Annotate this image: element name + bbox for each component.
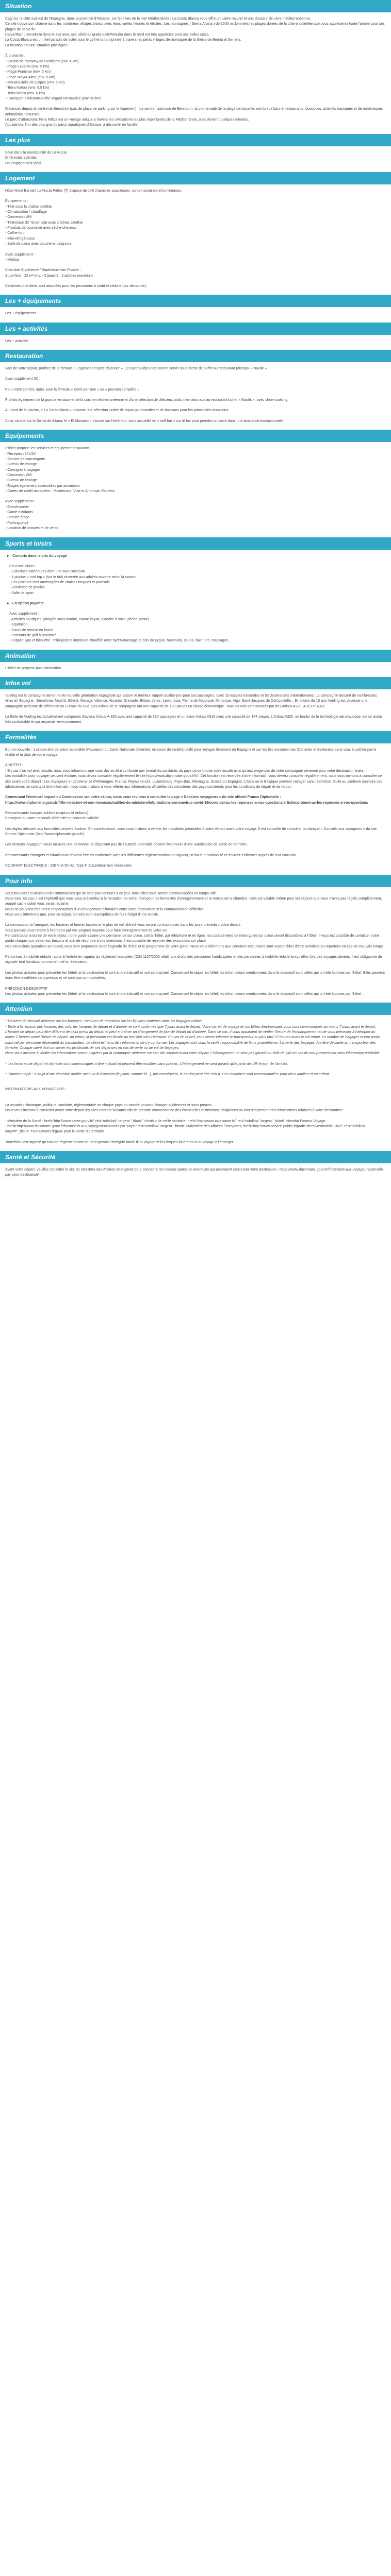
text-line: - Place Mayor Altea (env. 5 km) (5, 75, 56, 79)
text-line: Chambre Supérieure / Supérieure vue Piscine : (5, 268, 81, 273)
section-pour-info (0, 875, 391, 1003)
section-body (0, 184, 391, 295)
section-header: Infos vol (0, 677, 391, 689)
text-line: - Réception 24h/24 (5, 452, 36, 456)
text-line: L'hôtel propose les services et équipements suivants : (5, 447, 92, 451)
section-header: Animation (0, 650, 391, 662)
text-line: À proximité : (5, 54, 25, 58)
spacer (5, 559, 386, 564)
text-line: Distances depuis le centre de Benidorm (pas de place de parking sur le logement) : Le centre historique de Benidorm, la promenade de la plage de Levante, nombreux bars et restaurants, boutiques, activités nautiques et de nombreuses animations nocturnes. (5, 107, 384, 116)
spacer (5, 1093, 386, 1098)
text-line: PRÉCISION DESCRIPTIF (5, 987, 48, 991)
text-line: - Étages également accessibles par ascenseur (5, 484, 80, 488)
section-body (0, 12, 391, 134)
section-header: Les + activités (0, 323, 391, 335)
spacer (5, 981, 386, 987)
spacer (5, 101, 386, 107)
text-line: Des excursions (payables sur place) vous sont proposées selon l'agenda de l'hôtel et le programme de votre guide. Nous vous informons que certaines excursions sont susceptibles d'être annulées ou reportées en cas de mauvais temps. (5, 944, 384, 948)
text-line: Personnes à mobilité réduite : suite à l'entrée en vigueur du règlement européen (CE) 1107/2006 relatif aux droits des personnes handicapées et des personnes à mobilité réduite lorsqu'elles font des voyages aériens, il est obligatoire de signaler tout handicap au moment de la réservation. (5, 955, 383, 964)
text-line: - Connexion Wifi (5, 215, 32, 219)
text-line: Pour vos loisirs : (9, 564, 36, 568)
section-logement (0, 172, 391, 295)
spacer (5, 950, 386, 955)
spacer (5, 790, 386, 795)
text-line: - Moraira Bella de Calpes (env. 5 km) (5, 80, 65, 84)
section-attention (0, 1003, 391, 1083)
section-sports-et-loisirs (0, 537, 391, 650)
section-body (0, 1083, 391, 1151)
text-line: - Blanchisserie (5, 505, 29, 509)
text-line: La location est une situation privilégiée ! (5, 43, 70, 47)
text-line: Nous ne pouvons être tenus responsables d'un changement d'horaires entre votre réservation et la communication définitive. (5, 907, 205, 911)
text-line: La situation climatique, politique, sanitaire, réglementaire de chaque pays du monde pouvant changer subitement et sans préavis. (5, 1103, 213, 1107)
text-line: Les mineurs voyageant seuls ou avec une personne ne disposant pas de l'autorité parentale doivent être munis d'une autorisation de sortie de territoire. (5, 843, 248, 847)
spacer (5, 1057, 386, 1062)
text-line: Les + activités (5, 339, 28, 343)
text-line: Avant votre départ, veuillez consulter le site du ministère des Affaires étrangères pour connaître les risques sanitaires éventuels qui pourraient concerner votre destination : https://www.diplomatie.gouv.fr/fr/conseils-aux-voyageurs/conseils-par-pays-destination/ (5, 1168, 385, 1177)
text-line: Cagi sur la côte sud-est de l'Espagne, dans la province d'Alicante, sur les rives de la mer Méditerranée / La Costa Blanca vous offre un cadre naturel et une douceur de vivre méditerranéenne. (5, 17, 311, 21)
spacer (5, 414, 386, 419)
spacer (5, 371, 386, 377)
section-body (0, 335, 391, 350)
section-body (0, 1015, 391, 1083)
text-line: - Téléviseur 32'' écran plat avec chaînes satellite (5, 221, 83, 225)
section-body (0, 307, 391, 322)
spacer (5, 263, 386, 268)
text-line: L'hôtel ne propose pas d'animation. (5, 666, 62, 670)
text-line: - Parcours de golf à proximité (9, 633, 57, 637)
section-header: Equipements (0, 430, 391, 442)
text-line: Les modalités pour voyager peuvent évoluer, vous devez consulter régulièrement le site https://www.diplomatie.gouv.fr/fr/. Cet fonction est réservée à titre informatif, vous devrez consulter régulièrement, nous vous invitons à consulter ce site avant votre départ : Les voyageurs en provenance d'Allemagne, France, Royaume-Uni, Luxembourg, Pays-Bas, Allemagne, Suisse ou Espagne, L'Italie ou la Belgique peuvent voyager sans restriction. Suite au contexte sanitaire ces informations ne sont qu'à titre informatif, nous vous invitons à vous référer aux informations officielles des ministères des pays concernés pour les conditions de départ et de retour. (5, 774, 384, 789)
bullet-heading: ▸ Compris dans le prix du voyage (5, 554, 386, 559)
text-line: La Costa Blanca est un réel paradis de soleil pour le golf et la randonnée à travers les petits villages de montagne de la Sierra de Bernia et Serrella. (5, 38, 241, 42)
text-line: Vous pouvez vous rendre à l'aéroport par vos propres moyens pour faire l'enregistrement de votre vol. (5, 928, 168, 933)
text-line: Avec supplément : (5, 500, 35, 504)
text-line: - 1 piscine « roof top » (sur le toit) réservée aux adultes ouverte selon la saison (9, 575, 136, 579)
text-line: - Consigne à bagages (5, 468, 41, 472)
text-line: La flotte de Vueling est actuellement composée d'avions Airbus A-320 avec une capacité de 180 passagers et un avion Airbus A319 avec une capacité de 144 sièges. L'Airbus A320, un leader de la technologie aéronautique, est un avion très confortable et qui respecte l'environnement. (5, 715, 383, 724)
text-line: Pour votre confort, optez pour la formule « Demi-pension » ou « pension complète ». (5, 387, 141, 392)
text-line: Hôtel Hotel Barceló La Nucía Palms (T) dispose de 146 chambres spacieuses, contemporaines et lumineuses. (5, 189, 182, 193)
text-line: Vous trouverez ci-dessous des informations qui ne sont pas connues à ce jour, mais elles vous seront communiquées en temps utile. (5, 891, 218, 895)
spacer (5, 596, 386, 601)
spacer (5, 837, 386, 842)
text-line: - Parking privé (5, 521, 29, 525)
section-body (0, 550, 391, 650)
text-line: Le parc d'attractions Terra Mítica est un voyage unique à travers les civilisations les plus importantes de la Méditerranée, à seulement quelques minutes. (5, 118, 249, 122)
section-header: Attention (0, 1003, 391, 1015)
text-line: - En cas d'un vol avec escale, nous vous informons que vous devrez être conforme aux formalités sanitaires du pays où se trouve votre escale ainsi qu'aux exigences de votre compagnie aérienne pour votre destination finale. (5, 769, 365, 773)
spacer (5, 1067, 386, 1072)
text-line: COURANT ÉLECTRIQUE : 230 V et 50 Hz. Type F. Adaptateur non nécessaire. (5, 864, 133, 868)
text-line: Avec supplément : (9, 612, 39, 616)
text-line: Profitez également de la grande terrasse et de la cuisine méditerranéenne et d'une sélection de délicieux plats internationaux au restaurant buffet « Nautik », avec show-cooking. (5, 398, 289, 402)
product-description (0, 0, 391, 1184)
text-line: Les règles relatives aux formalités peuvent évoluer. En conséquence, nous vous invitons à vérifier les modalités préalables à votre départ avant votre voyage. Il est conseillé de consulter la rubrique « Conseils aux voyageurs » du site France Diplomatie (http://www.diplomatie.gouv.fr). (5, 827, 378, 837)
text-line: Un emplacement idéal (5, 161, 41, 165)
text-line: - Cours de remise en forme (9, 628, 54, 632)
text-line: - Equitation (9, 623, 28, 627)
text-line: * Les horaires de départ et d'arrivée sont communiqués à titre indicatif et peuvent être modifiés sans préavis. L'hébergement ne sera garanti qu'à partir de 14h le jour de l'arrivée. (5, 1062, 288, 1066)
text-line: - Salle de sport (9, 591, 34, 595)
text-line: Équipements : (5, 199, 28, 204)
text-line: Calpe/Ifach / Benidorm dans le sud avec ses célèbres gratte-ciels/Moraira dans le nord est très appréciée pour ses belles calas. (5, 33, 210, 37)
text-line: Superficie : 22 m² env. - Capacité : 2 adultes maximum (5, 274, 93, 278)
section-body (0, 1163, 391, 1184)
text-line: Les photos utilisées pour présenter les hôtels et la destination le sont à titre indicatif et non contractuel. Concernant le séjour en hôtel, les informations mentionnées dans le descriptif sont celles qui ont été fournies par l'hôtel. (5, 992, 363, 996)
text-line: - Plage Levante (env. 5 km) (5, 64, 50, 69)
text-line: - Terra Mítica (env. 6 km) (5, 91, 45, 95)
text-line: - Ministère de la Santé : href="http://www.sante.gouv.fr/" rel="nofollow" target="_blank" >Institut de veille sanitaire, href="http://www.invs.sante.fr/" rel="nofollow" target="_blank" >Institut Pasteur Voyage. (5, 1119, 327, 1123)
spacer (5, 279, 386, 284)
section-body (0, 743, 391, 875)
spacer (5, 806, 386, 811)
text-line: Nous vous informons que, pour ce séjour, les vols sont susceptibles de faire l'objet d'une escale. (5, 912, 159, 917)
spacer (5, 822, 386, 827)
text-line: Les photos utilisées pour présenter les hôtels et la destination le sont à titre indicatif et non contractuel. Concernant le séjour en hôtel, les informations mentionnées dans le descriptif sont celles qui ont été fournies par l'hôtel. Elles peuvent donc être modifiées sans préavis et ne sont pas contractuelles. (5, 971, 386, 980)
text-line: - Coffre-fort (5, 231, 24, 235)
text-line: Différentes activités (5, 156, 37, 160)
text-line: Avec supplément (€) : (5, 377, 40, 381)
section-header: Les + équipements (0, 295, 391, 307)
text-line: - Salle de bains avec douche et baignoire (5, 242, 72, 246)
spacer (5, 709, 386, 715)
text-line: Nous vous invitons à consulter avant votre départ les sites Internet suivants afin de prendre connaissance des éventuelles restrictions, obligations ou tout simplement des informations relatives à votre destination : (5, 1109, 344, 1113)
text-line: - Minibar (5, 258, 20, 262)
text-line: Situé dans la municipalité de La Nucía (5, 150, 67, 155)
section-body (0, 362, 391, 430)
text-line: - Cartes de crédit acceptées : Mastercard, Visa et American Express. (5, 489, 116, 494)
text-line: - 2 piscines extérieures dont une avec solarium (9, 570, 85, 574)
text-line: - href="http://www.diplomatie.gouv.fr/fr/conseils-aux-voyageurs/conseils-par-pays/" rel="nofollow" target="_blank" >Ministère des Affaires Étrangères, href="http://www.service-public.fr/particuliers/vosdroits/F1352/" rel="nofollow" target="_blank" >Documents légaux pour la sortie du territoire. (5, 1124, 367, 1134)
text-line: - Service étage (5, 516, 30, 520)
text-line: Ressortissants français adultes (majeurs et enfants) : (5, 811, 90, 815)
text-line: - Télé sous la chaîne satellite (5, 205, 52, 209)
text-line: Lors de votre séjour, profitez de la formule « Logement et petit-déjeuner ». Les petits-déjeuners seront servis sous forme de buffet au restaurant principal « Nautik ». (5, 367, 268, 371)
text-line: - Serviettes de piscine (9, 586, 45, 590)
section-header: Logement (0, 172, 391, 184)
text-line: Ce site trouve son charme dans les nombreux villages blancs avec leurs ruelles fleuries et étroites. Les montagnes ( Sierra Aitana ) de 1500 m dominent les plages dorées de la côte ensoleillée que vous apprécierez toute l'année pour ses plages de sable fin. (5, 22, 386, 31)
spacer (5, 606, 386, 612)
section-header: Les plus (0, 134, 391, 146)
text-line: - Connexion Wifi (5, 473, 32, 477)
text-line: Avec supplément : (5, 252, 35, 257)
spacer (5, 848, 386, 853)
text-line: - Location de voitures et de vélos (5, 527, 58, 531)
text-line: - Climatisation / chauffage (5, 210, 47, 214)
section-header: Pour info (0, 875, 391, 887)
section-body (0, 146, 391, 172)
text-line: - Espace Spa et bien-être : mini-piscine intérieure chauffée avec hydro-massage et cols de cygne, hammam, sauna, bain turc, massages... (9, 639, 231, 643)
text-line: Bonne nouvelle : 1 simple titre de votre nationalité (Passeport ou Carte Nationale d'Identité, en cours de validité) suffit pour voyager librement en Espagne et sur les îles européennes (Canaries et Baléares), sans visa, à justifier par la réalité et la date de votre voyage. (5, 748, 378, 757)
spacer (5, 758, 386, 763)
spacer (5, 494, 386, 499)
spacer (5, 403, 386, 408)
text-line: Certaines chambres sont adaptées pour les personnes à mobilité réduite (sur demande). (5, 284, 147, 288)
text-line: - Bureau de change (5, 479, 37, 483)
section-animation (0, 650, 391, 677)
text-line: https://www.diplomatie.gouv.fr/fr/le-ministere-et-son-reseau/actualites-du-ministere/informations-coronavirus-covid-19/coronavirus-les-reponses-a-vos-questions/article/coronavirus-les-reponses-a-vos-questions (5, 801, 368, 805)
section-body (0, 887, 391, 1003)
text-line: * Suite à la révision des horaires des vols, les horaires de départ et d'arrivée ne sont confirmés que 7 jours avant le départ. Votre carnet de voyage et vos billets électroniques vous sont communiqués au moins 7 jours avant le départ. L'horaire de départ peut être différent de celui prévu au départ et peut entraîner un changement de jour de départ ou d'arrivée. Dans ce cas, il vous appartient de vérifier l'heure de l'embarquement et de vous présenter à l'aéroport au moins 2 heures avant l'heure de départ. Au retour, la prestation est limitée au transfert vers l'aéroport. En cas de retard, vous devez informer le transporteur au plus tard 72 heures avant le vol retour. Le nombre de bagages et leur poids maximal par personne dépendent du transporteur. Le client est tenu de s'informer et de s'y conformer. Les bagages sont sous la seule responsabilité de leurs propriétaires. La perte des bagages doit être déclarée au transporteur dès l'arrivée. Chaque client doit conserver les justificatifs de ses dépenses en cas de perte ou de vol de bagages. (5, 1025, 381, 1050)
text-line: - Mini-réfrigérateur (5, 236, 35, 241)
spacer (5, 858, 386, 863)
section-restauration (0, 350, 391, 430)
spacer (5, 1114, 386, 1119)
text-line: Au bord de la piscine, « La Santa Marta » propose une sélection variée de tapas gourmandes et de boissons pour les principales occasions. (5, 409, 230, 413)
section-header: Restauration (0, 350, 391, 362)
spacer (5, 1135, 386, 1140)
spacer (5, 382, 386, 387)
section-sante-et-securite (0, 1151, 391, 1184)
section-les-plus (0, 134, 391, 172)
text-line: Vueling est la compagnie aérienne de nouvelle génération espagnole qui assure le meilleur rapport qualité-prix pour ses passagers, avec 15 escales nationales et 53 destinations internationales. La compagnie dessert de nombreuses villes en Espagne : Barcelone, Madrid, Séville, Malaga, Valence, Alicante, Grenade, Bilbao, Jerez, Leòn, Ibiza, Palma de Majorque, Minorque, Vigo, Saint-Jacques de Compostelle... En moins de 10 ans Vueling est devenue une compagnie aérienne de référence en Europe du Sud. Les avions de la compagnie ont une capacité de 180 places en classe économique. Tous les vols sont assurés par des Airbus A320, A319 et A321. (5, 693, 378, 708)
spacer (5, 194, 386, 199)
text-line: - Garde d'enfants (5, 511, 33, 515)
text-line: - Service de conciergerie (5, 457, 45, 461)
section-header: Formalités (0, 731, 391, 743)
section-les-equipements (0, 295, 391, 322)
text-line: - Plage Poniente (env. 5 km) (5, 70, 51, 74)
section-header: Situation (0, 0, 391, 12)
text-line: Ressortissants étrangers et binationaux devront être en conformité avec les différentes réglementations en vigueur, selon leur nationalité et devront s'informer auprès de leur consulat. (5, 853, 297, 857)
section-untitled (0, 1083, 391, 1151)
spacer (5, 1098, 386, 1103)
text-line: - Station de tramway de Benidorm (env. 4 km) (5, 59, 79, 63)
section-les-activites (0, 323, 391, 350)
text-line: Passeport ou carte nationale d'identité en cours de validité. (5, 817, 100, 821)
bullet-heading: ▸ En option payante (5, 601, 386, 606)
section-infos-vol (0, 677, 391, 731)
section-situation (0, 0, 391, 134)
text-line: Aqualandia, l'un des plus grands parcs aquatiques d'Europe, à découvrir en famille. (5, 123, 139, 127)
text-line: Nous vous invitons à vérifier les informations communiquées par la compagnie aérienne sur son site internet avant votre départ. L'hébergement ne sera pas garanti au-delà de 24h en cas de non-présentation sans information préalable. (5, 1052, 381, 1056)
section-header: Sports et loisirs (0, 537, 391, 550)
spacer (5, 393, 386, 398)
text-line: * Chambre triple : il s'agit d'une chambre double avec un lit d'appoint (lit pliant, canapé-lit...), par conséquent, le confort peut être réduit. Ces chambres sont recommandées pour deux adultes et un enfant. (5, 1073, 330, 1077)
text-line: Ainsi, sa vue sur la Sierra de Aitana, le « El Mosaico » s'ouvre sur l'extérieur, vous accueille en « self bar » sur le toit pour prendre un verre dans une ambiance exceptionnelle. (5, 419, 285, 423)
text-line: Pendant toute la durée de votre séjour, notre guide assure une permanence sur place, soit à l'hôtel, par téléphone et en ligne, les coordonnées de notre guide sur place seront disponibles à l'hôtel. Il vous est possible de contacter votre guide chaque jour, selon vos besoins et afin de répondre à vos questions. Il est possible de réserver des excursions sur place. (5, 934, 380, 943)
spacer (5, 48, 386, 54)
text-line: Toutefois il est rappelé qu'aucune règlementation ne peut garantir l'intégrité totale d'un voyage et les risques inhérents à un voyage à l'étranger. (5, 1140, 234, 1144)
text-line: La convocation à l'aéroport, les horaires et heures locales et le plan de vol définitif vous seront communiqués dans les jours précédant votre départ. (5, 923, 241, 927)
spacer (5, 247, 386, 252)
section-equipements (0, 430, 391, 537)
text-line: - Activités nautiques, plongée sous-marine, canoë kayak, planche à voile, pêche, tennis (9, 617, 149, 621)
text-line: Les + équipements (5, 312, 36, 316)
section-body (0, 662, 391, 677)
spacer (5, 918, 386, 923)
text-line: * Mesures de sécurité aérienne sur les bagages : mesures de restriction sur les liquides contenus dans les bagages cabine. (5, 1020, 203, 1024)
section-formalites (0, 731, 391, 875)
section-header: Santé et Sécurité (0, 1151, 391, 1163)
text-line: - L'aéroport d'Alicante-Elche Miguel Hernández (env. 60 km) (5, 97, 102, 101)
spacer (5, 965, 386, 971)
text-line: A NOTER : (5, 764, 23, 768)
text-line: Concernant l'éventuel impact du Coronavirus sur votre séjour, nous vous invitons à consulter la page « Dossiers voyageurs » du site officiel France Diplomatie : (5, 795, 281, 800)
text-line: - Produits de courtoisie avec sèche-cheveux (5, 226, 76, 230)
text-line: - Bureau de change (5, 463, 37, 467)
section-body (0, 442, 391, 537)
text-line: - Terra Natura (env. 6,5 km) (5, 86, 50, 90)
text-line: - Les piscines sont aménagées de chaises longues et parasols (9, 581, 110, 584)
section-body (0, 689, 391, 731)
text-line: INFORMATIONS AUX VOYAGEURS : (5, 1088, 67, 1092)
text-line: Dans tous les cas, il est impératif que vous vous présentiez à la réception de votre hôtel pour les formalités d'enregistrement et la remise de la chambre. Cela est valable même pour les séjours que vous n'avez pas réglés complètement, auquel cas le solde vous serait réclamé. (5, 896, 383, 906)
